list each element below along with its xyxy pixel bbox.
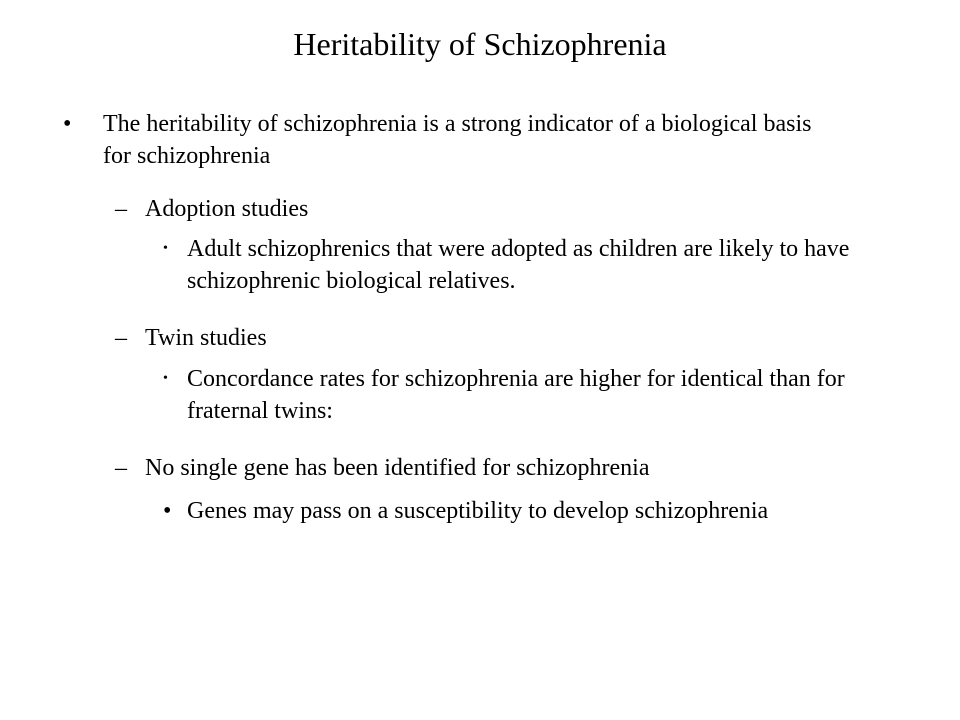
bullet-text: Twin studies <box>145 325 267 351</box>
dash-marker: – <box>115 455 127 481</box>
bullet-text: The heritability of schizophrenia is a strong indicator of a biological basis for schizophrenia <box>103 111 812 169</box>
sub-bullet-no-single-gene <box>115 452 845 484</box>
bullet-marker: • <box>63 111 72 137</box>
dash-marker: – <box>115 196 127 222</box>
sub-bullet-twin-studies <box>115 322 845 354</box>
sub-sub-bullet-twin-detail <box>163 363 867 427</box>
bullet-text: Genes may pass on a susceptibility to develop schizophrenia <box>187 498 769 524</box>
bullet-marker: • <box>163 241 168 256</box>
bullet-marker: • <box>163 371 168 386</box>
sub-bullet-adoption-studies <box>115 193 845 225</box>
bullet-text: Adoption studies <box>145 196 309 222</box>
bullet-text: Adult schizophrenics that were adopted as children are likely to have schizophrenic biological relatives. <box>187 236 850 294</box>
bullet-text: Concordance rates for schizophrenia are higher for identical than for fraternal twins: <box>187 366 845 424</box>
sub-sub-bullet-adoption-detail <box>163 233 867 297</box>
bullet-marker: • <box>163 498 172 524</box>
sub-sub-bullet-susceptibility <box>163 495 867 527</box>
slide-title: Heritability of Schizophrenia <box>293 26 667 62</box>
dash-marker: – <box>115 325 127 351</box>
bullet-heritability <box>63 108 843 172</box>
bullet-text: No single gene has been identified for schizophrenia <box>145 455 650 481</box>
